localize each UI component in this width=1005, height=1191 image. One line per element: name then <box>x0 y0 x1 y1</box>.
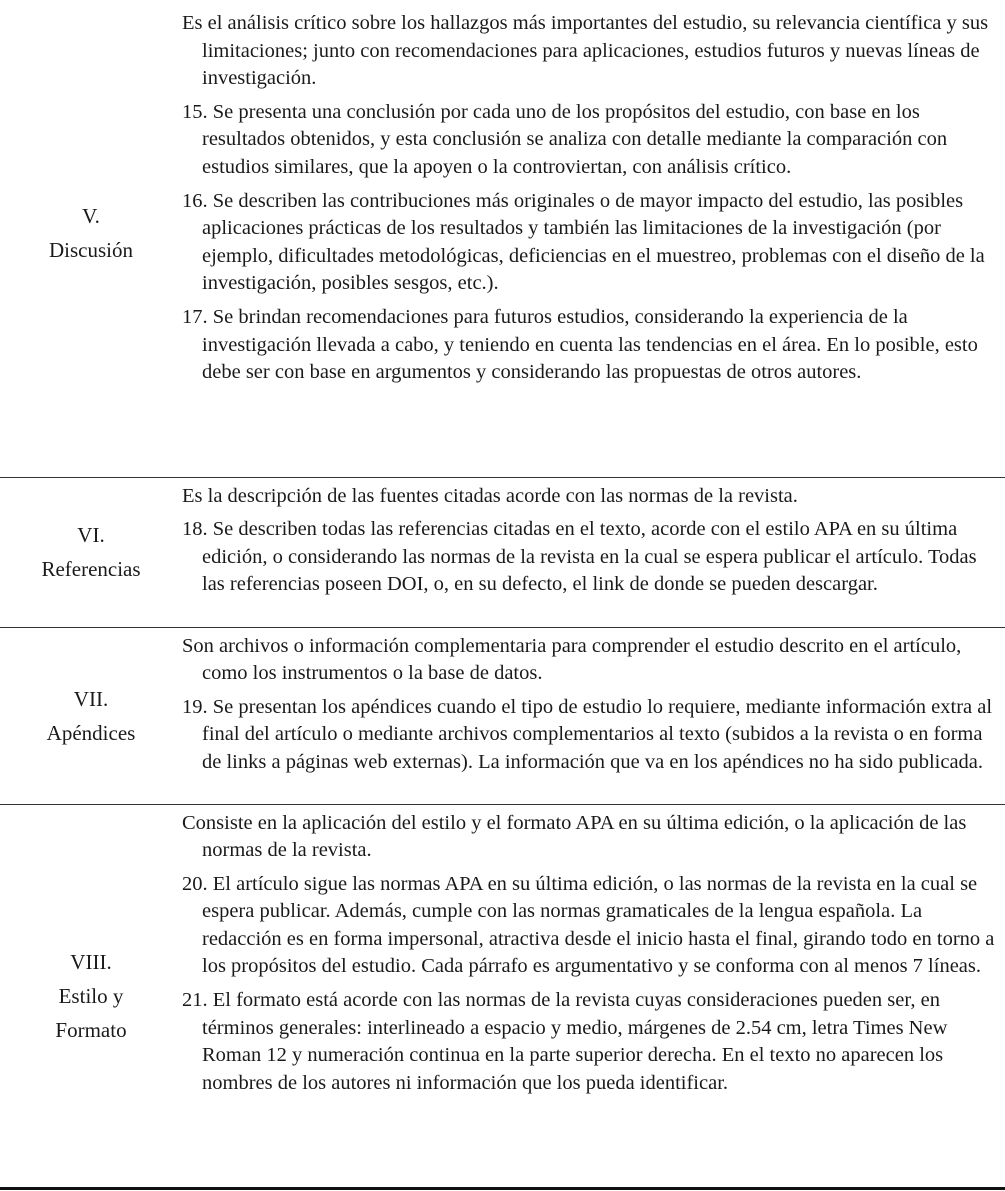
section-title: Apéndices <box>46 720 136 745</box>
table-row <box>0 627 1005 804</box>
section-number: VII. <box>73 686 109 711</box>
section-content <box>182 477 1005 627</box>
section-title: Discusión <box>49 238 133 263</box>
criterion-item: 15. Se presenta una conclusión por cada uno de los propósitos del estudio, con base en los resultados obtenidos, y esta conclusión se analiza con detalle mediante la comparación con estudios similares, que la apoyen o la controviertan, con análisis crítico. <box>182 100 948 178</box>
section-description: Son archivos o información complementaria para comprender el estudio descrito en el artículo, como los instrumentos o la base de datos. <box>182 634 962 685</box>
table-row <box>0 477 1005 627</box>
criterion-item: 21. El formato está acorde con las normas de la revista cuyas consideraciones pueden ser, en términos generales: interlineado a espacio y medio, márgenes de 2.54 cm, letra Times New Roman 12 y numeración continua en la parte superior derecha. En el texto no aparecen los nombres de los autores ni información que los pueda identificar. <box>182 989 948 1094</box>
table-row <box>0 0 1005 477</box>
section-label <box>0 804 182 1188</box>
section-content <box>182 627 1005 804</box>
section-content <box>182 0 1005 477</box>
section-description: Es la descripción de las fuentes citadas acorde con las normas de la revista. <box>182 484 798 507</box>
section-description: Es el análisis crítico sobre los hallazgos más importantes del estudio, su relevancia científica y sus limitaciones; junto con recomendaciones para aplicaciones, estudios futuros y nuevas líneas de investigación. <box>182 12 989 90</box>
section-description: Consiste en la aplicación del estilo y el formato APA en su última edición, o la aplicación de las normas de la revista. <box>182 811 967 862</box>
section-label <box>0 0 182 477</box>
criterion-item: 16. Se describen las contribuciones más originales o de mayor impacto del estudio, las posibles aplicaciones prácticas de los resultados y también las limitaciones de la investigación (por ejemplo, dificultades metodológicas, deficiencias en el muestreo, problemas con el diseño de la investigación, posibles sesgos, etc.). <box>182 189 985 295</box>
criterion-item: 20. El artículo sigue las normas APA en su última edición, o las normas de la revista en la cual se espera publicar. Además, cumple con las normas gramaticales de la lengua española. La redacción es en forma impersonal, atractiva desde el inicio hasta el final, girando todo en torno a los propósitos del estudio. Cada párrafo es argumentativo y se conforma con al menos 7 líneas. <box>182 872 995 978</box>
section-number: VIII. <box>70 949 112 974</box>
section-title: Referencias <box>41 557 141 581</box>
criterion-item: 17. Se brindan recomendaciones para futuros estudios, considerando la experiencia de la investigación llevada a cabo, y teniendo en cuenta las tendencias en el área. En lo posible, esto debe ser con base en argumentos y considerando las propuestas de otros autores. <box>182 305 978 384</box>
section-title: Estilo y <box>58 983 124 1008</box>
section-number: VI. <box>77 523 105 547</box>
section-number: V. <box>82 204 100 229</box>
section-title: Formato <box>55 1017 127 1042</box>
table-row <box>0 804 1005 1188</box>
section-content <box>182 804 1005 1188</box>
section-label <box>0 477 182 627</box>
section-label <box>0 627 182 804</box>
criterion-item: 19. Se presentan los apéndices cuando el tipo de estudio lo requiere, mediante información extra al final del artículo o mediante archivos complementarios al texto (subidos a la revista o en forma de links a páginas web externas). La información que va en los apéndices no ha sido publicada. <box>182 695 993 773</box>
criterion-item: 18. Se describen todas las referencias citadas en el texto, acorde con el estilo APA en su última edición, o considerando las normas de la revista en la cual se espera publicar el artículo. Todas las referencias poseen DOI, o, en su defecto, el link de donde se pueden descargar. <box>182 518 977 596</box>
